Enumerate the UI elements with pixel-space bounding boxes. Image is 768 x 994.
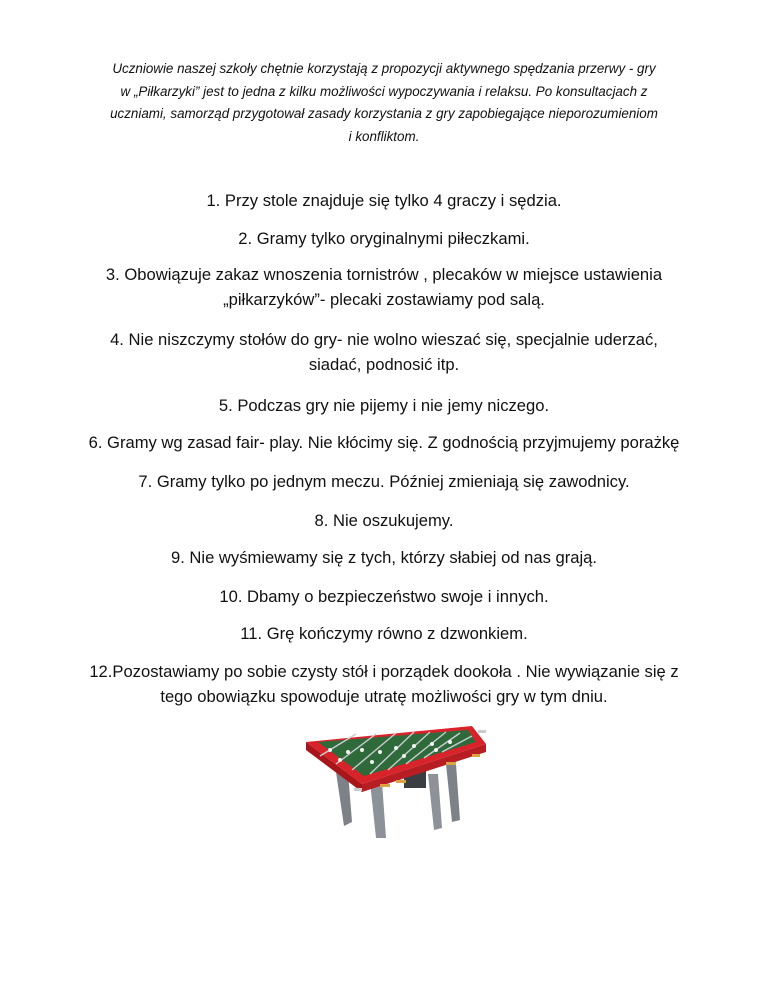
rule-line: 5. Podczas gry nie pijemy i nie jemy niczego. xyxy=(218,396,550,415)
rule-line: 2. Gramy tylko oryginalnymi piłeczkami. xyxy=(238,229,530,248)
rule-item xyxy=(10,659,758,709)
rule-line: 6. Gramy wg zasad fair- play. Nie kłócimy się. Z godnością przyjmujemy porażkę xyxy=(88,433,680,452)
rule-item xyxy=(10,584,758,609)
rule-item xyxy=(10,327,758,377)
rule-line: tego obowiązku spowoduje utratę możliwości gry w tym dniu. xyxy=(160,687,608,706)
intro-line: Uczniowie naszej szkoły chętnie korzystają z propozycji aktywnego spędzania przerwy - gry xyxy=(112,61,656,76)
rule-line: siadać, podnosić itp. xyxy=(308,355,460,374)
table-leg xyxy=(370,782,386,838)
rule-line: 3. Obowiązuje zakaz wnoszenia tornistrów , plecaków w miejsce ustawienia xyxy=(105,265,663,284)
intro-paragraph xyxy=(30,58,738,148)
intro-line: uczniami, samorząd przygotował zasady korzystania z gry zapobiegające nieporozumieniom xyxy=(110,106,658,121)
rule-item xyxy=(10,508,758,533)
rule-line: 8. Nie oszukujemy. xyxy=(314,511,454,530)
rule-line: 1. Przy stole znajduje się tylko 4 graczy i sędzia. xyxy=(206,191,562,210)
rule-item xyxy=(10,188,758,213)
rule-item xyxy=(10,226,758,251)
rule-line: 10. Dbamy o bezpieczeństwo swoje i innych. xyxy=(219,587,549,606)
table-leg xyxy=(428,774,442,830)
rule-line: 11. Grę kończymy równo z dzwonkiem. xyxy=(240,624,528,643)
rule-item xyxy=(10,430,758,455)
table-leg xyxy=(446,764,460,822)
intro-line: w „Piłkarzyki” jest to jedna z kilku możliwości wypoczywania i relaksu. Po konsultacjach z xyxy=(120,83,648,99)
rule-line: 4. Nie niszczymy stołów do gry- nie wolno wieszać się, specjalnie uderzać, xyxy=(110,330,658,349)
rule-line: 9. Nie wyśmiewamy się z tych, którzy słabiej od nas grają. xyxy=(170,548,598,567)
rule-item xyxy=(10,469,758,494)
rule-item xyxy=(10,262,758,312)
rule-line: 7. Gramy tylko po jednym meczu. Później zmieniają się zawodnicy. xyxy=(138,472,630,491)
foosball-table-icon xyxy=(296,720,496,840)
rule-item xyxy=(10,621,758,646)
rule-line: „piłkarzyków”- plecaki zostawiamy pod salą. xyxy=(223,290,545,309)
rule-item xyxy=(10,545,758,570)
intro-line: i konfliktom. xyxy=(348,128,420,144)
rule-item xyxy=(10,393,758,418)
rule-line: 12.Pozostawiamy po sobie czysty stół i porządek dookoła . Nie wywiązanie się z xyxy=(89,662,679,681)
